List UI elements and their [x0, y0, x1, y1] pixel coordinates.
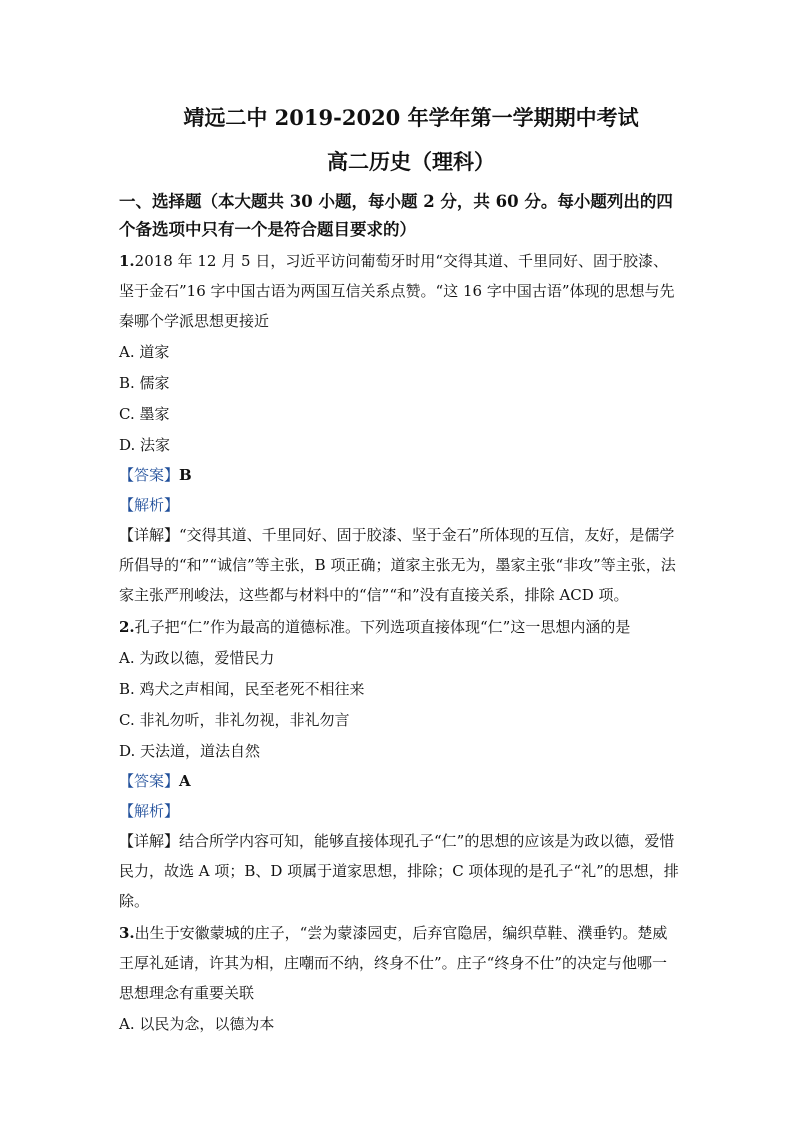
detail-tag: 【详解】: [119, 526, 180, 544]
question-1-detail: [119, 520, 679, 610]
question-number: 3.: [119, 924, 135, 942]
question-number: 2.: [119, 618, 135, 636]
question-2-stem: [119, 612, 679, 642]
detail-text: “交得其道、千里同好、固于胶漆、坚于金石”所体现的互信，友好，是儒学所倡导的“和”“诚信”等主张，B 项正确；道家主张无为，墨家主张“非攻”等主张，法家主张严刑峻法，这些都与材料中的“信”“和”没有直接关系，排除 ACD 项。: [119, 526, 676, 604]
question-2-option-b: B. 鸡犬之声相闻，民至老死不相往来: [119, 680, 365, 698]
exam-subtitle: 高二历史（理科）: [327, 149, 495, 174]
question-1-option-a: A. 道家: [119, 343, 170, 361]
question-2-detail: [119, 826, 679, 916]
exam-title: 靖远二中 2019-2020 年学年第一学期期中考试: [183, 105, 639, 130]
answer-value: A: [179, 772, 191, 790]
question-2-option-c: C. 非礼勿听，非礼勿视，非礼勿言: [119, 711, 350, 729]
question-2-answer: [119, 766, 679, 796]
question-1-option-b: B. 儒家: [119, 374, 170, 392]
question-3-option-a: A. 以民为念，以德为本: [119, 1015, 275, 1033]
section-heading: 一、选择题（本大题共 30 小题，每小题 2 分，共 60 分。每小题列出的四个备选项中只有一个是符合题目要求的）: [119, 192, 673, 239]
question-2-option-a: A. 为政以德，爱惜民力: [119, 649, 275, 667]
answer-tag: 【答案】: [119, 466, 180, 484]
question-text: 出生于安徽蒙城的庄子，“尝为蒙漆园吏，后弃官隐居，编织草鞋、濮垂钓。楚威王厚礼延请，许其为相，庄嘲而不纳，终身不仕”。庄子“终身不仕”的决定与他哪一思想理念有重要关联: [119, 924, 668, 1002]
question-3-stem: [119, 918, 679, 1008]
question-2-analysis-tag: 【解析】: [119, 802, 180, 820]
question-text: 孔子把“仁”作为最高的道德标准。下列选项直接体现“仁”这一思想内涵的是: [134, 618, 631, 636]
question-1-answer: [119, 460, 679, 490]
answer-tag: 【答案】: [119, 772, 180, 790]
question-1-analysis-tag: 【解析】: [119, 496, 180, 514]
page-content: [119, 102, 679, 1039]
answer-value: B: [179, 466, 192, 484]
detail-tag: 【详解】: [119, 832, 180, 850]
question-text: 2018 年 12 月 5 日，习近平访问葡萄牙时用“交得其道、千里同好、固于胶漆、坚于金石”16 字中国古语为两国互信关系点赞。“这 16 字中国古语”体现的思想与先秦哪个学派思想更接近: [119, 252, 675, 330]
question-2-option-d: D. 天法道，道法自然: [119, 742, 261, 760]
question-1-stem: [119, 246, 679, 336]
question-1-option-c: C. 墨家: [119, 405, 170, 423]
question-1-option-d: D. 法家: [119, 436, 171, 454]
detail-text: 结合所学内容可知，能够直接体现孔子“仁”的思想的应该是为政以德，爱惜民力，故选 A 项；B、D 项属于道家思想，排除；C 项体现的是孔子“礼”的思想，排除。: [119, 832, 679, 910]
question-number: 1.: [119, 252, 135, 270]
